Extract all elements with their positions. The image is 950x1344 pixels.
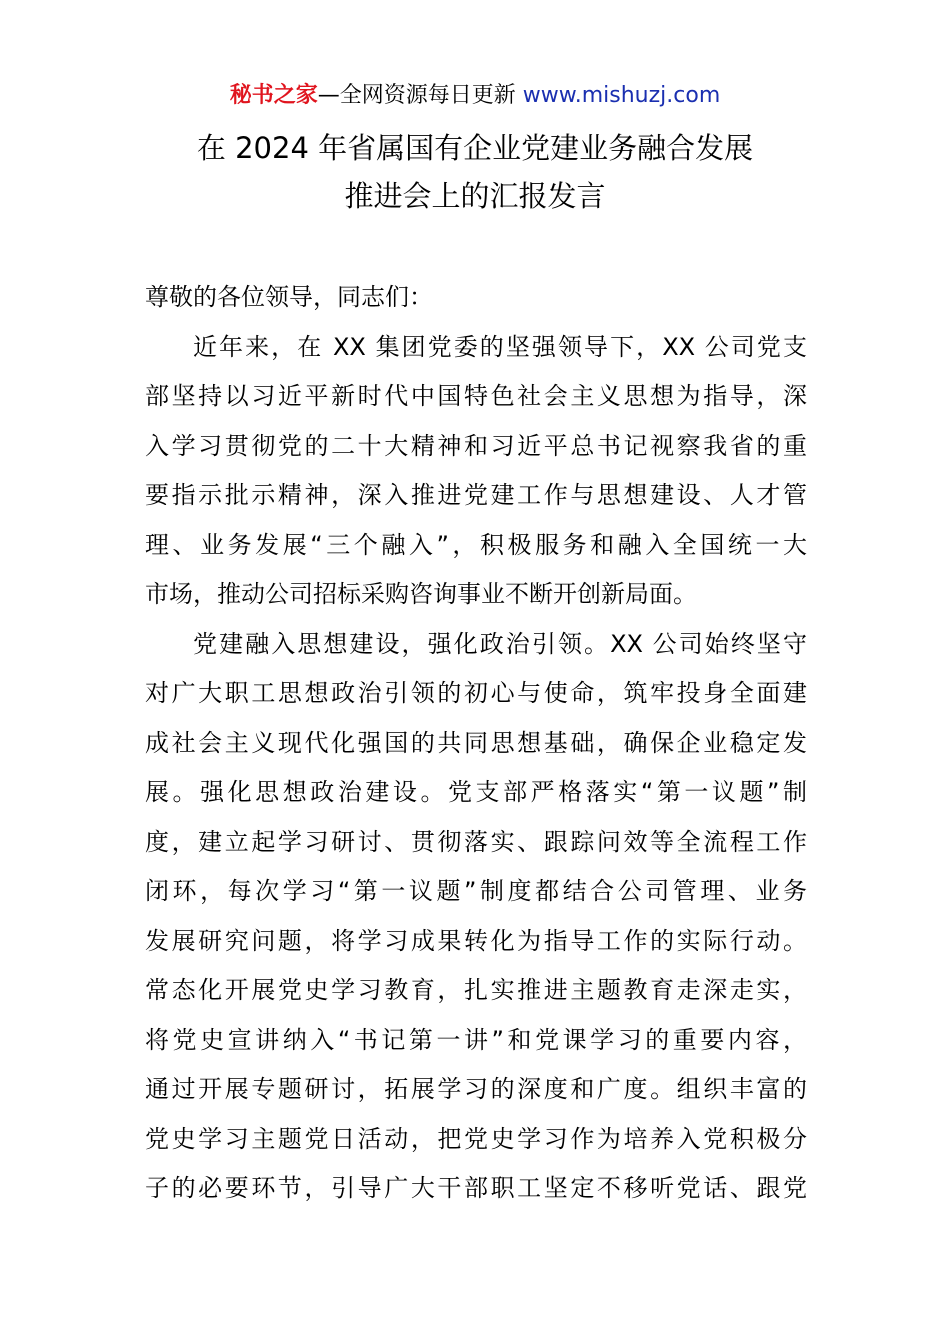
body-line: 将党史宣讲纳入“书记第一讲”和党课学习的重要内容， [145,1026,807,1054]
document-title-line-2: 推进会上的汇报发言 [344,179,606,213]
body-line: 常态化开展党史学习教育，扎实推进主题教育走深走实， [145,976,807,1004]
document-title-line-1: 在 2024 年省属国有企业党建业务融合发展 [196,131,754,165]
body-line: 发展研究问题，将学习成果转化为指导工作的实际行动。 [145,927,807,955]
body-line: 展。强化思想政治建设。党支部严格落实“第一议题”制 [145,778,807,806]
body-line: 成社会主义现代化强国的共同思想基础，确保企业稳定发 [145,729,807,757]
body-line: 市场，推动公司招标采购咨询事业不断开创新局面。 [145,580,697,608]
banner-tagline: —全网资源每日更新 [317,83,523,108]
body-line: 入学习贯彻党的二十大精神和习近平总书记视察我省的重 [145,432,807,460]
body-line: 要指示批示精神，深入推进党建工作与思想建设、人才管 [145,481,807,509]
body-line: 近年来，在 XX 集团党委的坚强领导下，XX 公司党支 [193,333,807,361]
body-line: 度，建立起学习研讨、贯彻落实、跟踪问效等全流程工作 [145,828,807,856]
body-line: 闭环，每次学习“第一议题”制度都结合公司管理、业务 [145,877,807,905]
body-line: 部坚持以习近平新时代中国特色社会主义思想为指导，深 [145,382,807,410]
body-line: 党史学习主题党日活动，把党史学习作为培养入党积极分 [145,1125,807,1153]
body-line: 党建融入思想建设，强化政治引领。XX 公司始终坚守 [193,630,807,658]
body-line: 对广大职工思想政治引领的初心与使命，筑牢投身全面建 [145,679,807,707]
body-line: 子的必要环节，引导广大干部职工坚定不移听党话、跟党 [145,1174,807,1202]
body-line: 通过开展专题研讨，拓展学习的深度和广度。组织丰富的 [145,1075,807,1103]
salutation: 尊敬的各位领导，同志们： [145,283,433,311]
banner-brand: 秘书之家 [229,83,318,108]
banner-url: www.mishuzj.com [522,83,721,108]
body-line: 理、业务发展“三个融入”，积极服务和融入全国统一大 [145,531,807,559]
site-banner [0,80,950,112]
